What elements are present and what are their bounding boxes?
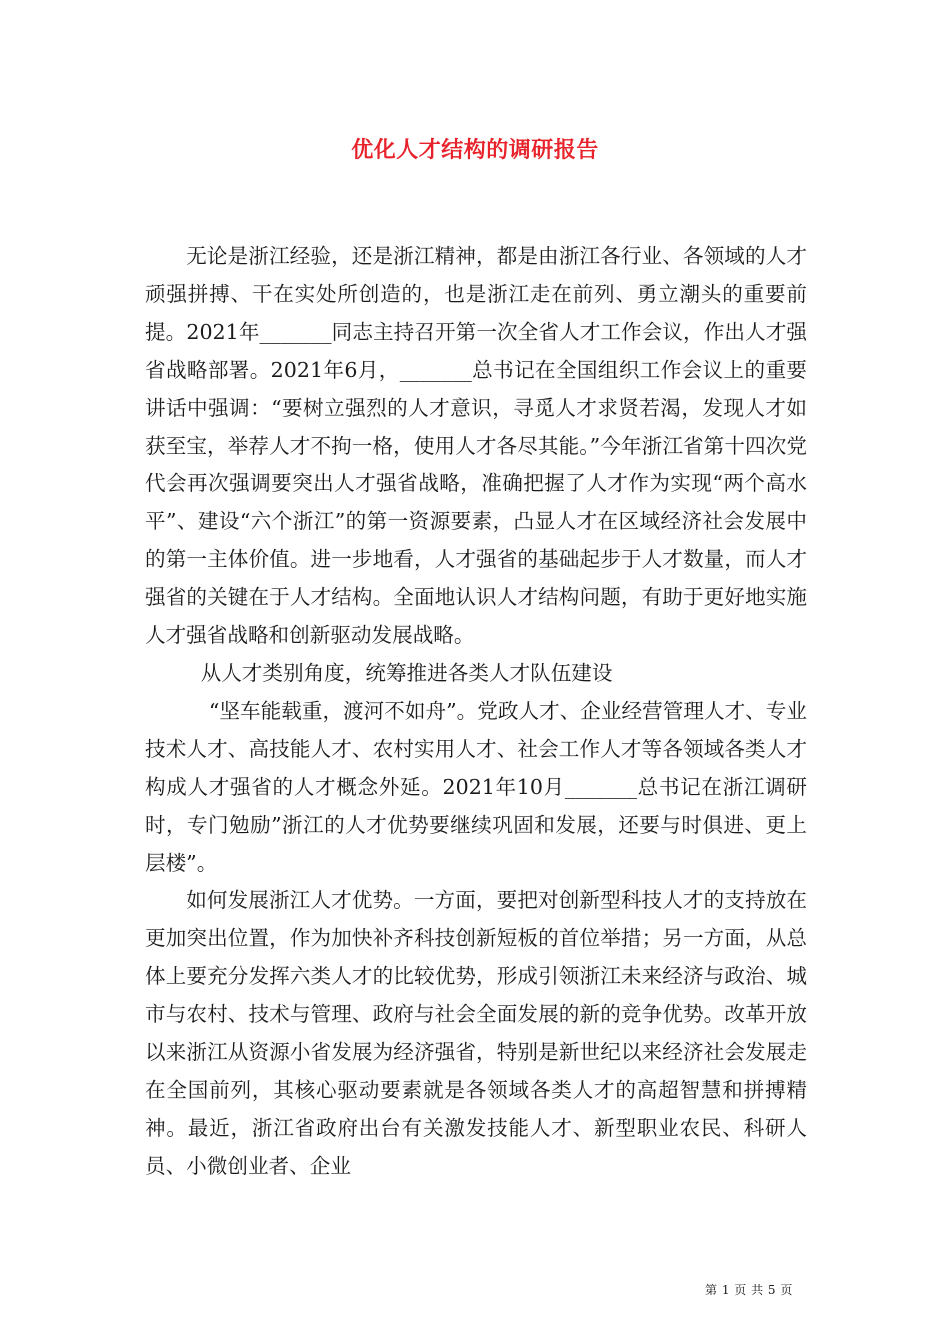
section-heading: 从人才类别角度，统筹推进各类人才队伍建设	[200, 660, 613, 685]
paragraph-talent-advantage: 如何发展浙江人才优势。一方面，要把对创新型科技人才的支持放在更加突出位置，作为加快补齐科技创新短板的首位举措；另一方面，从总体上要充分发挥六类人才的比较优势，形成引领浙江未来经济与政治、城市与农村、技术与管理、政府与社会全面发展的新的竞争优势。改革开放以来浙江从资源小省发展为经济强省，特别是新世纪以来经济社会发展走在全国前列，其核心驱动要素就是各领域各类人才的高超智慧和拼搏精神。最近，浙江省政府出台有关激发技能人才、新型职业农民、科研人员、小微创业者、企业	[145, 888, 807, 1178]
paragraph-talent-categories: “坚车能载重，渡河不如舟”。党政人才、企业经营管理人才、专业技术人才、高技能人才、农村实用人才、社会工作人才等各领域各类人才构成人才强省的人才概念外延。2021年10月_______总书记在浙江调研时，专门勉励”浙江的人才优势要继续巩固和发展，还要与时俱进、更上层楼”。	[145, 698, 807, 875]
paragraph-intro: 无论是浙江经验，还是浙江精神，都是由浙江各行业、各领域的人才顽强拼搏、干在实处所创造的，也是浙江走在前列、勇立潮头的重要前提。2021年_______同志主持召开第一次全省人才工作会议，作出人才强省战略部署。2021年6月，_______总书记在全国组织工作会议上的重要讲话中强调：“要树立强烈的人才意识，寻觅人才求贤若渴，发现人才如获至宝，举荐人才不拘一格，使用人才各尽其能。”今年浙江省第十四次党代会再次强调要突出人才强省战略，准确把握了人才作为实现“两个高水平”、建设“六个浙江”的第一资源要素，凸显人才在区域经济社会发展中的第一主体价值。进一步地看，人才强省的基础起步于人才数量，而人才强省的关键在于人才结构。全面地认识人才结构问题，有助于更好地实施人才强省战略和创新驱动发展战略。	[145, 244, 807, 648]
document-title: 优化人才结构的调研报告	[351, 137, 599, 163]
document-body	[145, 238, 807, 1186]
page-number-footer: 第 1 页 共 5 页	[705, 1283, 793, 1297]
